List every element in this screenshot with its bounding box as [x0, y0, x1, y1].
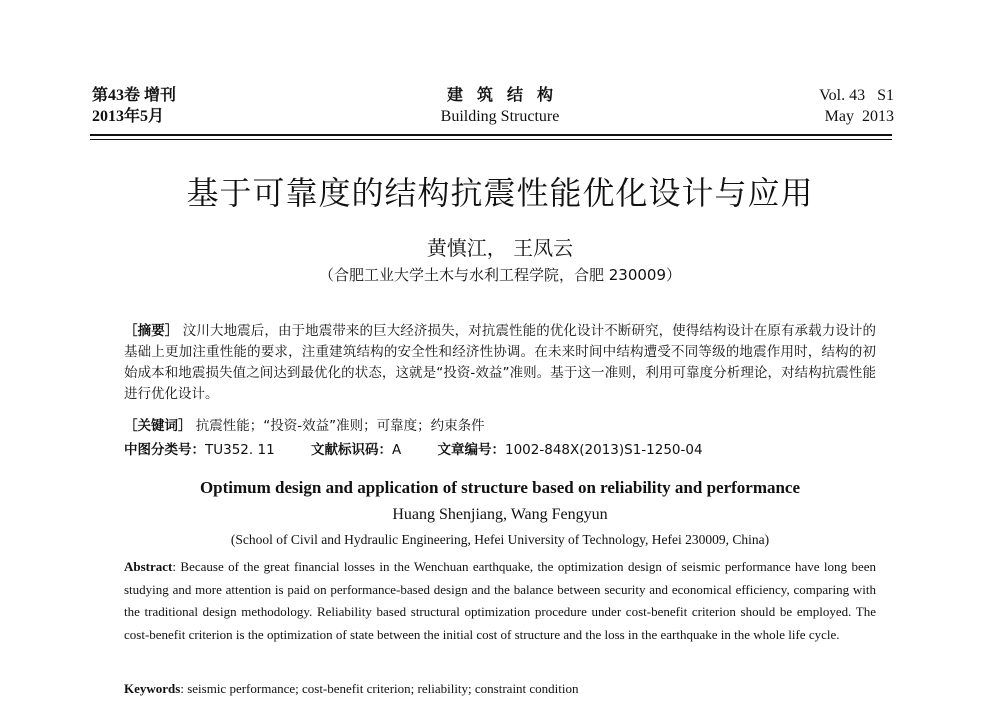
article-no-value: 1002-848X(2013)S1-1250-04: [505, 442, 703, 458]
paper-title-cn: 基于可靠度的结构抗震性能优化设计与应用: [186, 174, 814, 212]
abstract-en-label: Abstract: [124, 559, 173, 574]
paper-title-en: Optimum design and application of structure based on reliability and performance: [199, 478, 801, 497]
authors-en: Huang Shenjiang, Wang Fengyun: [392, 506, 608, 523]
keywords-cn: [124, 416, 876, 437]
abstract-en-text: : Because of the great financial losses in the Wenchuan earthquake, the optimization design of seismic performance have long been studying and more attention is paid on performance-based design and the balance between security and economical efficiency, comparing with the traditional design methodology. Reliability based structural optimization procedure under cost-benefit criterion should be employed. The cost-benefit criterion is the optimization of state between the initial cost of structure and the loss in the earthquake in the whole life cycle.: [124, 559, 876, 642]
journal-name-cn: 建筑结构: [446, 87, 567, 104]
abstract-cn-text: 汶川大地震后，由于地震带来的巨大经济损失，对抗震性能的优化设计不断研究，使得结构设计在原有承载力设计的基础上更加注重性能的要求，注重建筑结构的安全性和经济性协调。在未来时间中结构遭受不同等级的地震作用时，结构的初始成本和地震损失值之间达到最优化的状态，这就是“投资-效益”准则。基于这一准则，利用可靠度分析理论，对结构抗震性能进行优化设计。: [124, 323, 877, 402]
keywords-cn-label: ［关键词］: [124, 418, 192, 434]
volume-issue-cn: 第43卷 增刊: [92, 87, 177, 104]
volume-issue-en: Vol. 43 S1: [819, 87, 894, 104]
keywords-en-text: : seismic performance; cost-benefit criterion; reliability; constraint condition: [180, 681, 579, 696]
header-rule-thick: [90, 134, 892, 136]
journal-issue-en: [819, 85, 894, 127]
affiliation-cn: （合肥工业大学土木与水利工程学院，合肥 230009）: [318, 266, 682, 284]
affiliation-en: (School of Civil and Hydraulic Engineering, Hefei University of Technology, Hefei 230009, China): [230, 532, 770, 547]
date-cn: 2013年5月: [92, 108, 165, 125]
keywords-en: [124, 679, 876, 699]
abstract-cn: [124, 321, 876, 405]
authors-cn: 黄慎江， 王凤云: [426, 236, 574, 260]
header-rule-thin: [90, 139, 892, 140]
keywords-cn-text: 抗震性能；“投资-效益”准则；可靠度；约束条件: [195, 418, 485, 434]
journal-name-en: Building Structure: [440, 108, 560, 125]
article-no-label: 文章编号：: [437, 442, 505, 458]
doc-code-label: 文献标识码：: [310, 442, 392, 458]
doc-code-value: A: [391, 442, 402, 458]
abstract-en: [124, 556, 876, 646]
clc-label: 中图分类号：: [124, 442, 205, 458]
abstract-cn-label: ［摘要］: [124, 323, 179, 339]
date-en: May 2013: [824, 108, 894, 125]
keywords-en-label: Keywords: [124, 681, 181, 696]
clc-value: TU352. 11: [205, 442, 275, 458]
classification-line: [124, 440, 884, 461]
